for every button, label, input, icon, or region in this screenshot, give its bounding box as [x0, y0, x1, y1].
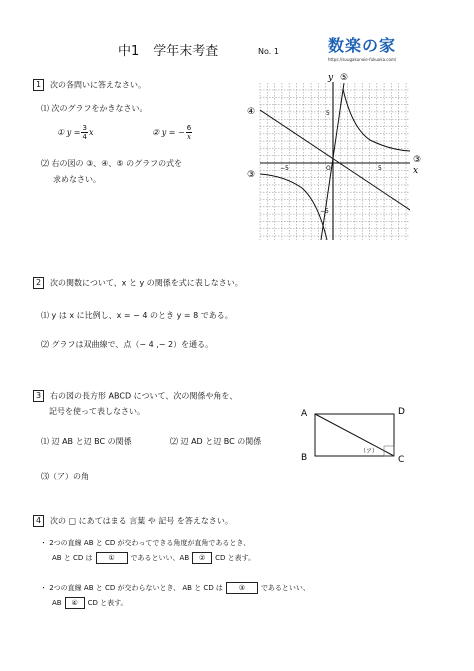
angle-label: （ア） [360, 448, 379, 455]
eq2-label: ② y = − [152, 128, 185, 137]
eq2-num: 6 [186, 124, 192, 132]
y-axis-label: y [328, 73, 334, 83]
vertex-c: C [398, 455, 405, 465]
question-4-prompt: 次の □ にあてはまる 言葉 や 記号 を答えなさい。 [50, 516, 233, 526]
q1-sub2-line2: 求めなさい。 [53, 175, 101, 184]
answer-blank-4[interactable]: ④ [65, 597, 85, 609]
graph-label-3-left: ③ [247, 170, 256, 180]
line-4 [260, 110, 410, 210]
grade-label: 中1 [118, 44, 140, 59]
eq1-tail: x [88, 128, 94, 137]
hyperbola-3-upper [343, 89, 410, 151]
question-number-3: 3 [33, 390, 44, 402]
q4-item2-line1 [40, 582, 310, 594]
logo-url: https://suugakunoie-fukuoka.com/ [328, 57, 397, 62]
question-4-heading [33, 515, 233, 527]
q4-item1-text-b: であるといい、AB [130, 554, 190, 562]
x-axis-label: x [413, 166, 419, 176]
q1-sub2-line1: ⑵ 右の図の ③、④、⑤ のグラフの式を [41, 159, 183, 168]
question-3-prompt: 右の図の長方形 ABCD について、次の関係や角を、 [50, 391, 238, 401]
rectangle-abcd-figure [296, 404, 416, 468]
logo-text: 数楽の家 [328, 36, 397, 55]
q4-item1-text-a: AB と CD は [52, 554, 93, 562]
graph-label-3-right: ③ [413, 155, 422, 165]
q4-item1-line2 [52, 552, 255, 564]
question-number-2: 2 [33, 277, 44, 289]
vertex-b: B [301, 453, 308, 463]
coordinate-graph [240, 70, 425, 245]
q2-sub2: ⑵ グラフは双曲線で、点（− 4 ,− 2）を通る。 [41, 340, 214, 349]
question-2-heading [33, 277, 243, 289]
answer-blank-1[interactable]: ① [96, 552, 128, 564]
q3-sub1: ⑴ 辺 AB と辺 BC の関係 [41, 437, 132, 446]
q4-item2-text-a: ・ 2つの直線 AB と CD が交わらないとき、 AB と CD は [40, 584, 223, 592]
question-number-1: 1 [33, 79, 44, 91]
q4-item1-text-c: CD と表す。 [215, 554, 256, 562]
tick-x-5: 5 [378, 165, 382, 172]
exam-title: 学年末考査 [153, 44, 219, 59]
q1-equation-1 [57, 124, 93, 141]
question-3-prompt-line2: 記号を使って表しなさい。 [49, 407, 145, 416]
eq1-num: 3 [82, 124, 87, 132]
origin-label: O [326, 165, 331, 172]
grid-lines [260, 83, 410, 240]
page-number: No. 1 [258, 47, 279, 56]
tick-y-neg5: −5 [320, 208, 329, 215]
q1-sub1: ⑴ 次のグラフをかきなさい。 [41, 104, 148, 113]
eq2-fraction [186, 124, 192, 141]
vertex-d: D [398, 407, 405, 417]
q2-sub1: ⑴ y は x に比例し、x = − 4 のとき y = 8 である。 [41, 311, 233, 320]
graph-label-5: ⑤ [340, 73, 349, 83]
q3-sub3: ⑶（ア）の角 [41, 472, 89, 481]
q3-sub2: ⑵ 辺 AD と辺 BC の関係 [170, 437, 262, 446]
q4-item2-text-d: CD と表す。 [87, 599, 128, 607]
page-title [118, 40, 218, 59]
answer-blank-2[interactable]: ② [192, 552, 212, 564]
question-2-prompt: 次の関数について、x と y の関係を式に表しなさい。 [50, 278, 243, 288]
answer-blank-3[interactable]: ③ [226, 582, 258, 594]
q4-item2-line2 [52, 597, 128, 609]
tick-x-neg5: −5 [280, 165, 289, 172]
graph-label-4: ④ [247, 107, 256, 117]
diagonal-ac [315, 414, 394, 456]
question-3-heading [33, 390, 237, 402]
vertex-a: A [301, 409, 308, 419]
site-logo [328, 33, 396, 62]
question-number-4: 4 [33, 515, 44, 527]
q4-item1-line1: ・ 2つの直線 AB と CD が交わってできる角度が直角であるとき、 [40, 539, 251, 547]
eq2-den: x [186, 133, 191, 141]
eq1-label: ① y = [57, 128, 81, 137]
tick-y-5: 5 [326, 110, 330, 117]
q1-equation-2 [152, 124, 193, 141]
eq1-den: 4 [82, 133, 87, 141]
question-1-heading [33, 79, 146, 91]
question-1-prompt: 次の各問いに答えなさい。 [50, 80, 146, 90]
eq1-fraction [81, 124, 87, 141]
q4-item2-text-b: であるといい、 [260, 584, 310, 592]
q4-item2-text-c: AB [52, 599, 62, 607]
